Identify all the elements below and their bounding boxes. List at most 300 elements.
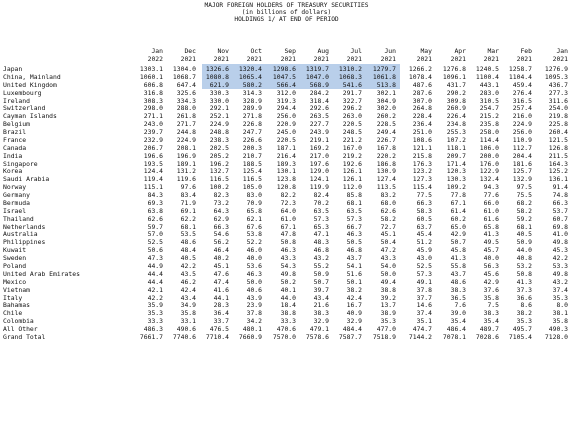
table-cell: 40.6 [246,285,262,294]
table-cell: 136.1 [548,175,568,184]
table-cell: 50.7 [450,238,466,247]
table-cell: 50.9 [516,238,532,247]
column-header-year: 2021 [346,55,362,63]
table-cell: 45.3 [552,246,568,255]
table-cell: 50.1 [346,277,362,286]
table-cell: 50.4 [380,238,396,247]
table-cell: 1061.8 [372,72,396,81]
table-cell: 64.3 [213,206,229,215]
table-cell: 307.0 [412,96,432,105]
table-cell: 33.1 [180,317,196,326]
table-cell: 84.3 [147,191,163,200]
table-cell: 42.9 [450,230,466,239]
table-cell: 621.9 [209,80,229,89]
table-cell: 254.0 [548,104,568,113]
table-cell: 28.3 [213,301,229,310]
row-label: Sweden [3,254,27,263]
table-cell: 1100.4 [475,72,499,81]
table-cell: 116.5 [209,175,229,184]
table-cell: 45.4 [416,230,432,239]
table-cell: 37.4 [416,309,432,318]
table-cell: 54.3 [280,262,296,270]
table-cell: 49.8 [552,238,568,247]
table-cell: 49.8 [280,269,296,278]
table-cell: 7578.6 [305,332,329,341]
table-cell: 1319.7 [305,65,329,73]
table-cell: 47.3 [147,254,163,263]
table-cell: 208.1 [176,143,196,152]
table-cell: 35.1 [416,317,432,326]
table-cell: 57.3 [346,214,362,223]
table-cell: 53.2 [516,262,532,270]
table-cell: 109.2 [446,183,466,192]
table-cell: 42.2 [552,254,568,263]
table-cell: 289.9 [242,104,262,113]
table-cell: 474.7 [412,325,432,334]
table-cell: 59.2 [516,214,532,223]
table-cell: 60.7 [552,214,568,223]
table-cell: 35.3 [147,309,163,318]
table-cell: 263.5 [309,112,329,121]
table-cell: 302.1 [376,88,396,97]
table-cell: 37.8 [416,285,432,294]
table-cell: 45.7 [483,246,499,255]
table-cell: 46.3 [346,230,362,239]
table-cell: 72.7 [380,222,396,231]
table-cell: 486.4 [446,325,466,334]
table-cell: 220.5 [342,120,362,129]
table-cell: 294.4 [276,104,296,113]
table-cell: 436.7 [548,80,568,89]
table-cell: 1304.0 [172,65,196,73]
row-label: Netherlands [3,222,46,231]
table-cell: 206.7 [143,143,163,152]
table-cell: 260.2 [376,112,396,121]
table-cell: 42.4 [180,285,196,294]
table-cell: 63.5 [313,206,329,215]
table-cell: 258.0 [479,128,499,137]
table-cell: 65.8 [483,222,499,231]
report-title: MAJOR FOREIGN HOLDERS OF TREASURY SECURITIES [204,2,369,9]
table-cell: 200.3 [242,143,262,152]
table-cell: 1276.8 [442,65,466,73]
table-cell: 211.5 [548,151,568,160]
row-label: Chile [3,309,23,318]
table-cell: 288.0 [176,104,196,113]
column-header-year: 2021 [246,55,262,63]
row-label: Grand Total [3,332,46,341]
table-cell: 257.4 [512,104,532,113]
table-cell: 43.4 [180,293,196,302]
column-header-month: Jun [384,47,396,55]
table-cell: 115.1 [143,183,163,192]
table-cell: 238.3 [209,135,229,144]
table-cell: 48.6 [180,238,196,247]
table-cell: 40.8 [516,254,532,263]
table-cell: 187.1 [276,143,296,152]
table-cell: 8.0 [556,301,568,310]
table-cell: 606.8 [143,80,163,89]
table-cell: 36.5 [450,293,466,302]
column-header-month: Apr [454,47,466,55]
table-cell: 566.4 [276,80,296,89]
table-cell: 243.9 [309,128,329,137]
row-label: Israel [3,206,27,215]
table-cell: 189.1 [176,159,196,168]
table-cell: 7587.7 [338,332,362,341]
table-cell: 113.5 [376,183,396,192]
table-cell: 176.0 [479,159,499,168]
table-cell: 7518.9 [372,332,396,341]
table-cell: 225.8 [548,120,568,129]
table-cell: 277.3 [548,88,568,97]
table-cell: 42.9 [483,277,499,286]
table-cell: 254.7 [479,104,499,113]
table-cell: 480.1 [242,325,262,334]
table-cell: 37.7 [416,293,432,302]
table-cell: 226.8 [242,120,262,129]
column-header-year: 2021 [280,55,296,63]
table-cell: 200.0 [479,151,499,160]
table-cell: 50.8 [280,238,296,247]
table-cell: 67.1 [450,198,466,207]
row-label: Philippines [3,238,46,247]
table-cell: 319.3 [276,96,296,105]
table-cell: 97.5 [516,183,532,192]
table-cell: 77.5 [416,191,432,200]
table-cell: 82.3 [213,191,229,200]
table-cell: 48.4 [180,246,196,255]
table-cell: 263.0 [342,112,362,121]
table-cell: 56.2 [213,238,229,247]
table-cell: 77.8 [450,191,466,200]
table-cell: 219.2 [342,151,362,160]
table-cell: 37.3 [516,285,532,294]
table-cell: 541.6 [342,80,362,89]
table-cell: 322.7 [342,96,362,105]
table-cell: 35.3 [552,293,568,302]
column-header-month: Dec [184,47,196,55]
table-cell: 130.1 [276,167,296,176]
table-cell: 43.7 [346,254,362,263]
column-header-year: 2021 [213,55,229,63]
table-cell: 334.3 [176,96,196,105]
table-cell: 52.2 [246,238,262,247]
table-cell: 55.8 [450,262,466,270]
table-cell: 38.3 [483,309,499,318]
table-cell: 568.9 [309,80,329,89]
table-cell: 477.0 [376,325,396,334]
table-cell: 44.0 [516,246,532,255]
table-cell: 7661.7 [139,332,163,341]
table-cell: 39.0 [450,309,466,318]
row-label: India [3,151,23,160]
table-cell: 125.2 [548,167,568,176]
table-cell: 220.5 [276,135,296,144]
table-cell: 126.1 [342,175,362,184]
table-cell: 124.1 [309,175,329,184]
table-cell: 40.9 [346,309,362,318]
table-cell: 46.8 [346,246,362,255]
table-cell: 226.6 [242,135,262,144]
table-cell: 46.4 [213,246,229,255]
column-header-month: Mar [487,47,499,55]
table-cell: 7105.4 [508,332,532,341]
table-cell: 197.6 [309,159,329,168]
table-cell: 114.4 [479,135,499,144]
table-cell: 68.1 [346,198,362,207]
table-cell: 50.6 [147,246,163,255]
table-cell: 65.3 [313,222,329,231]
table-cell: 164.3 [548,159,568,168]
table-cell: 46.0 [246,246,262,255]
table-cell: 57.0 [147,230,163,239]
table-cell: 255.3 [446,128,466,137]
report-subtitle: (in billions of dollars) [241,9,332,16]
table-cell: 7740.6 [172,332,196,341]
table-cell: 53.7 [552,206,568,215]
table-cell: 45.1 [213,262,229,270]
table-cell: 43.3 [380,254,396,263]
table-cell: 1310.2 [338,65,362,73]
table-cell: 45.8 [450,246,466,255]
table-cell: 1298.6 [272,65,296,73]
table-cell: 60.5 [416,214,432,223]
table-cell: 45.6 [483,269,499,278]
table-cell: 167.8 [376,143,396,152]
table-cell: 68.1 [180,222,196,231]
table-cell: 121.1 [412,143,432,152]
row-label: Bahamas [3,301,30,310]
table-cell: 83.4 [180,191,196,200]
table-cell: 63.8 [147,206,163,215]
table-cell: 43.3 [280,254,296,263]
table-cell: 7078.1 [442,332,466,341]
table-cell: 51.2 [416,238,432,247]
table-cell: 61.0 [483,206,499,215]
table-cell: 245.0 [276,128,296,137]
table-cell: 290.2 [446,88,466,97]
table-cell: 112.7 [512,143,532,152]
row-label: Vietnam [3,285,30,294]
table-cell: 85.8 [346,191,362,200]
table-cell: 43.9 [246,293,262,302]
table-cell: 49.1 [416,277,432,286]
table-cell: 47.1 [313,230,329,239]
table-cell: 83.2 [380,191,396,200]
table-cell: 54.0 [380,262,396,270]
table-cell: 216.0 [512,112,532,121]
table-cell: 49.8 [552,269,568,278]
table-cell: 107.2 [446,135,466,144]
row-label: Singapore [3,159,38,168]
table-cell: 219.1 [309,135,329,144]
table-cell: 69.1 [180,206,196,215]
table-cell: 16.7 [346,301,362,310]
table-cell: 271.1 [143,112,163,121]
table-cell: 309.8 [446,96,466,105]
table-cell: 1320.4 [238,65,262,73]
table-cell: 35.4 [450,317,466,326]
table-cell: 35.9 [147,301,163,310]
table-cell: 260.9 [446,104,466,113]
table-cell: 43.2 [552,277,568,286]
table-cell: 484.4 [342,325,362,334]
table-cell: 221.2 [342,135,362,144]
table-cell: 224.9 [209,120,229,129]
table-cell: 62.1 [246,214,262,223]
table-cell: 46.3 [246,269,262,278]
table-cell: 284.2 [309,88,329,97]
table-cell: 54.1 [346,262,362,270]
table-cell: 120.8 [276,183,296,192]
table-cell: 35.8 [552,317,568,326]
table-cell: 74.8 [552,191,568,200]
table-cell: 13.7 [380,301,396,310]
table-cell: 1104.4 [508,72,532,81]
table-cell: 125.4 [242,167,262,176]
table-cell: 47.8 [280,230,296,239]
table-cell: 116.5 [242,175,262,184]
table-cell: 14.6 [416,301,432,310]
table-cell: 43.7 [450,269,466,278]
table-cell: 271.7 [176,120,196,129]
table-cell: 66.7 [346,222,362,231]
table-cell: 65.0 [450,222,466,231]
table-cell: 220.9 [276,120,296,129]
column-header-year: 2021 [516,55,532,63]
table-cell: 66.3 [552,198,568,207]
table-cell: 38.3 [313,309,329,318]
table-cell: 42.2 [180,262,196,270]
table-cell: 1266.2 [408,65,432,73]
table-cell: 215.8 [412,151,432,160]
table-cell: 196.9 [176,151,196,160]
table-cell: 1095.3 [544,72,568,81]
table-cell: 227.7 [309,120,329,129]
table-cell: 256.0 [512,128,532,137]
table-cell: 248.5 [342,128,362,137]
table-cell: 186.8 [376,159,396,168]
table-cell: 82.2 [280,191,296,200]
table-cell: 310.5 [479,96,499,105]
table-cell: 82.4 [313,191,329,200]
table-cell: 1303.1 [139,65,163,73]
row-label: Italy [3,293,23,302]
table-cell: 73.2 [213,198,229,207]
table-cell: 46.8 [313,246,329,255]
table-cell: 18.4 [280,301,296,310]
table-cell: 283.0 [479,88,499,97]
table-cell: 66.0 [483,198,499,207]
column-header-month: Aug [317,47,329,55]
table-cell: 68.1 [516,222,532,231]
table-cell: 36.4 [213,309,229,318]
table-cell: 21.6 [313,301,329,310]
table-cell: 62.6 [147,214,163,223]
row-label: Switzerland [3,104,46,113]
table-cell: 1060.1 [139,72,163,81]
table-cell: 41.3 [450,254,466,263]
table-cell: 42.4 [346,293,362,302]
table-cell: 1047.5 [272,72,296,81]
table-cell: 64.0 [280,206,296,215]
table-cell: 126.1 [342,167,362,176]
table-cell: 298.0 [143,104,163,113]
table-cell: 41.6 [213,285,229,294]
table-cell: 228.4 [412,112,432,121]
table-cell: 188.5 [242,159,262,168]
table-cell: 50.7 [313,277,329,286]
table-cell: 312.0 [276,88,296,97]
column-header-year: 2021 [483,55,499,63]
table-cell: 318.4 [309,96,329,105]
table-cell: 61.4 [450,206,466,215]
column-header-year: 2021 [450,55,466,63]
column-header-year: 2021 [552,55,568,63]
column-header-year: 2021 [313,55,329,63]
table-cell: 513.8 [376,80,396,89]
table-cell: 38.2 [516,309,532,318]
table-cell: 33.3 [147,317,163,326]
row-label: Poland [3,262,27,270]
table-cell: 105.0 [242,183,262,192]
table-cell: 58.3 [416,206,432,215]
table-cell: 202.5 [209,143,229,152]
table-cell: 129.0 [309,167,329,176]
table-cell: 42.2 [147,293,163,302]
table-cell: 1326.6 [205,65,229,73]
table-cell: 196.2 [209,159,229,168]
table-cell: 68.2 [516,198,532,207]
row-label: Australia [3,230,38,239]
table-cell: 236.4 [412,120,432,129]
table-cell: 37.6 [483,285,499,294]
table-cell: 43.5 [180,269,196,278]
table-cell: 37.8 [246,309,262,318]
table-cell: 476.5 [209,325,229,334]
table-cell: 256.0 [276,112,296,121]
table-cell: 112.0 [342,183,362,192]
table-cell: 66.3 [416,198,432,207]
table-cell: 35.8 [180,309,196,318]
table-cell: 296.2 [342,104,362,113]
table-cell: 41.3 [516,277,532,286]
table-cell: 71.9 [180,198,196,207]
table-cell: 40.5 [516,230,532,239]
table-cell: 36.6 [516,293,532,302]
table-cell: 38.3 [450,285,466,294]
table-cell: 8.6 [520,301,532,310]
table-cell: 57.3 [313,214,329,223]
table-cell: 325.6 [176,88,196,97]
table-cell: 49.5 [483,238,499,247]
table-cell: 51.6 [346,269,362,278]
table-cell: 40.0 [483,254,499,263]
table-cell: 247.7 [242,128,262,137]
table-cell: 489.7 [479,325,499,334]
table-cell: 52.5 [147,238,163,247]
table-cell: 209.7 [446,151,466,160]
table-cell: 220.2 [376,151,396,160]
table-cell: 1068.3 [338,72,362,81]
table-cell: 47.6 [213,269,229,278]
table-cell: 189.3 [276,159,296,168]
table-cell: 7128.0 [544,332,568,341]
table-cell: 130.3 [446,175,466,184]
table-cell: 23.9 [246,301,262,310]
table-cell: 63.7 [416,222,432,231]
